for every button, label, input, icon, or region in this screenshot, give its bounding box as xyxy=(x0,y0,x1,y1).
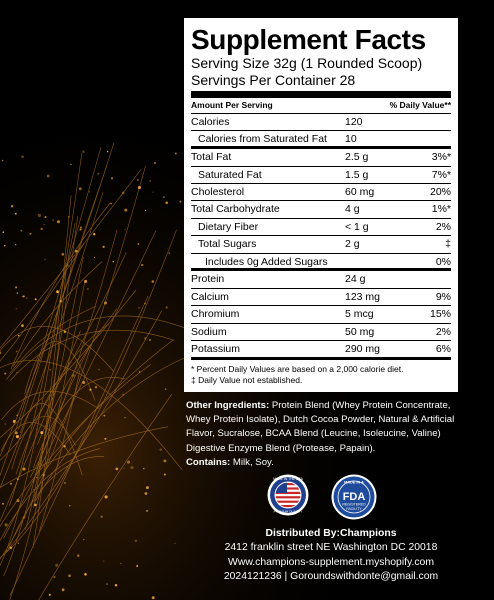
spark-dot xyxy=(145,210,146,211)
spark-dot xyxy=(144,337,146,339)
fda-badge-main-text: FDA xyxy=(342,491,366,503)
nutrient-row xyxy=(191,201,451,218)
spark-dot xyxy=(29,233,31,235)
spark-dot xyxy=(179,201,181,203)
spark-dot xyxy=(82,151,84,153)
spark-dot xyxy=(23,295,25,297)
spark-dot xyxy=(111,177,113,179)
spark-dot xyxy=(104,302,107,305)
spark-dot xyxy=(143,468,145,470)
spark-dot xyxy=(146,486,149,489)
spark-dot xyxy=(15,244,16,245)
nutrient-name: Saturated Fat xyxy=(198,168,262,181)
spark-dot xyxy=(15,213,17,215)
spark-dot xyxy=(57,220,60,223)
spark-dot xyxy=(52,220,53,221)
spark-dot xyxy=(84,280,87,283)
nutrient-daily-value: 15% xyxy=(429,308,451,321)
spark-dot xyxy=(15,431,18,434)
spark-dot xyxy=(16,435,19,438)
nutrient-name: Protein xyxy=(191,273,225,286)
serving-size: Serving Size 32g (1 Rounded Scoop) xyxy=(191,55,423,71)
spark-dot xyxy=(79,228,81,230)
spark-dot xyxy=(64,482,66,484)
nutrient-row xyxy=(191,289,451,306)
nutrient-row xyxy=(191,254,451,272)
spark-dot xyxy=(15,286,17,288)
spark-dot xyxy=(43,224,44,225)
spark-dot xyxy=(123,468,124,469)
spark-dot xyxy=(107,151,109,153)
spark-dot xyxy=(163,196,165,198)
spark-dot xyxy=(56,290,59,293)
nutrient-name: Sodium xyxy=(191,325,227,338)
spark-dot xyxy=(103,561,104,562)
spark-dot xyxy=(17,292,19,294)
nutrient-amount: 24 g xyxy=(345,273,366,286)
spark-dot xyxy=(47,175,50,178)
spark-dot xyxy=(144,303,146,305)
nutrient-name: Calories from Saturated Fat xyxy=(198,133,327,146)
nutrient-amount: 123 mg xyxy=(345,290,381,303)
spark-dot xyxy=(98,369,100,371)
nutrient-daily-value: 1%* xyxy=(431,203,451,216)
spark-dot xyxy=(79,187,82,190)
nutrient-amount: 1.5 g xyxy=(345,168,369,181)
usa-badge-top-text: MADE IN THE USA xyxy=(273,477,303,482)
spark-dot xyxy=(70,164,71,165)
ingredients-block xyxy=(186,399,466,470)
spark-dot xyxy=(105,495,108,498)
spark-dot xyxy=(63,445,65,447)
spark-dot xyxy=(93,233,95,235)
spark-dot xyxy=(61,253,64,256)
footnote-daily-value: * Percent Daily Values are based on a 2,000 calorie diet. xyxy=(191,364,404,375)
spark-dot xyxy=(97,173,99,175)
nutrient-name: Potassium xyxy=(191,342,241,355)
spark-dot xyxy=(43,474,45,476)
spark-dot xyxy=(124,417,125,418)
spark-dot xyxy=(18,542,20,544)
spark-dot xyxy=(102,246,104,248)
spark-dot xyxy=(64,330,66,332)
spark-dot xyxy=(152,596,155,599)
spark-dot xyxy=(124,209,127,212)
spark-dot xyxy=(77,554,79,556)
spark-dot xyxy=(36,428,37,429)
spark-dot xyxy=(22,296,23,297)
spark-dot xyxy=(40,228,42,230)
servings-per-container: Servings Per Container 28 xyxy=(191,72,356,88)
spark-dot xyxy=(60,300,62,302)
spark-dot xyxy=(17,478,19,480)
spark-dot xyxy=(127,461,130,464)
spark-dot xyxy=(53,576,55,578)
spark-dot xyxy=(125,229,126,230)
spark-dot xyxy=(33,489,34,490)
nutrient-amount: 2.5 g xyxy=(345,151,369,164)
spark-dot xyxy=(89,191,90,192)
spark-dot xyxy=(20,230,22,232)
nutrient-daily-value: 0% xyxy=(435,255,451,268)
nutrient-row xyxy=(191,131,451,149)
spark-dot xyxy=(68,216,70,218)
nutrient-daily-value: 20% xyxy=(429,185,451,198)
nutrient-daily-value xyxy=(411,114,451,130)
spark-dot xyxy=(166,306,168,308)
nutrient-row xyxy=(191,114,451,131)
spark-dot xyxy=(83,539,84,540)
spark-dot xyxy=(146,510,148,512)
spark-dot xyxy=(40,431,43,434)
nutrient-name: Dietary Fiber xyxy=(198,220,259,233)
nutrient-amount: 290 mg xyxy=(345,342,381,355)
spark-dot xyxy=(4,245,6,247)
nutrient-row xyxy=(191,219,451,236)
footnote-not-established: ‡ Daily Value not established. xyxy=(191,375,303,386)
fda-badge-registered-text: REGISTERED xyxy=(342,502,366,507)
spark-dot xyxy=(11,205,13,207)
spark-dot xyxy=(122,192,125,195)
spark-dot xyxy=(130,466,133,469)
spark-dot xyxy=(141,264,143,266)
nutrient-name: Total Fat xyxy=(191,151,232,164)
nutrient-daily-value: 9% xyxy=(435,290,451,303)
spark-dot xyxy=(16,372,17,373)
nutrient-name: Cholesterol xyxy=(191,185,245,198)
other-ingredients-label: Other Ingredients: xyxy=(186,400,270,411)
spark-dot xyxy=(38,214,41,217)
usa-badge-bottom-text: PREMIUM QUALITY xyxy=(273,509,303,514)
nutrient-daily-value: 6% xyxy=(435,342,451,355)
spark-dot xyxy=(138,307,140,309)
spark-dot xyxy=(72,374,74,376)
spark-dot xyxy=(75,250,78,253)
nutrient-daily-value xyxy=(411,271,451,287)
other-ingredients-text: Protein Blend (Whey Protein Concentrate, Whey Protein Isolate), Dutch Cocoa Powder, Natural & Artificial Flavor, Sucralose, BCAA Blend (Leucine, Isoleucine, Valine) Digestive Enzyme Blend (Protease, Papain). xyxy=(186,400,455,454)
nutrient-table xyxy=(191,114,451,360)
spark-dot xyxy=(69,505,70,506)
spark-dot xyxy=(104,438,106,440)
nutrient-row xyxy=(191,324,451,341)
spark-dot xyxy=(13,420,16,423)
spark-dot xyxy=(44,216,46,218)
nutrient-name: Chromium xyxy=(191,308,240,321)
spark-dot xyxy=(16,350,18,352)
nutrient-amount: 60 mg xyxy=(345,185,375,198)
nutrient-row xyxy=(191,341,451,360)
nutrient-amount: 120 xyxy=(345,116,363,128)
facts-title: Supplement Facts xyxy=(191,24,426,55)
spark-dot xyxy=(87,288,89,290)
spark-dot xyxy=(21,155,24,158)
spark-dot xyxy=(18,335,20,337)
spark-dot xyxy=(95,386,97,388)
spark-dot xyxy=(16,499,19,502)
spark-dot xyxy=(21,324,24,327)
spark-dot xyxy=(62,588,65,591)
spark-dot xyxy=(175,153,177,155)
nutrient-amount: 5 mcg xyxy=(345,308,374,321)
spark-dot xyxy=(82,381,85,384)
spark-dot xyxy=(164,474,166,476)
spark-dot xyxy=(34,504,37,507)
nutrient-daily-value: 2% xyxy=(435,220,451,233)
divider-thick xyxy=(191,91,451,98)
nutrient-name: Total Sugars xyxy=(198,238,257,251)
spark-dot xyxy=(49,594,51,596)
distributor-heading: Distributed By:Champions xyxy=(265,528,397,539)
spark-dot xyxy=(159,448,162,451)
spark-dot xyxy=(16,308,17,309)
spark-dot xyxy=(16,414,18,416)
nutrient-row xyxy=(191,184,451,201)
spark-dot xyxy=(2,231,4,233)
spark-dot xyxy=(2,160,4,162)
spark-dot xyxy=(115,584,117,586)
spark-dot xyxy=(165,202,168,205)
nutrient-amount: 10 xyxy=(345,133,357,146)
spark-dot xyxy=(4,373,6,375)
spark-dot xyxy=(45,259,46,260)
spark-dot xyxy=(106,583,108,585)
nutrient-row xyxy=(191,236,451,253)
fda-badge-facility-text: FACILITY xyxy=(346,507,362,511)
daily-value-label: % Daily Value** xyxy=(389,100,451,110)
spark-dot xyxy=(152,280,155,283)
spark-dot xyxy=(110,203,112,205)
spark-dot xyxy=(49,369,51,371)
spark-dot xyxy=(103,415,105,417)
spark-dot xyxy=(35,298,37,300)
nutrient-row xyxy=(191,306,451,323)
distributor-contact: 2024121236 | Goroundswithdonte@gmail.com xyxy=(223,570,439,582)
contains-text: Milk, Soy. xyxy=(230,456,274,468)
nutrient-daily-value: 2% xyxy=(435,325,451,338)
spark-dot xyxy=(4,423,5,424)
spark-dot xyxy=(149,339,151,341)
nutrient-daily-value xyxy=(411,131,451,146)
spark-dot xyxy=(145,492,148,495)
spark-dot xyxy=(113,261,115,263)
amount-per-serving-label: Amount Per Serving xyxy=(191,100,273,110)
nutrient-daily-value: 3%* xyxy=(431,151,451,164)
spark-dot xyxy=(36,477,37,478)
spark-dot xyxy=(22,467,25,470)
spark-dot xyxy=(152,192,153,193)
spark-dot xyxy=(165,388,167,390)
nutrient-amount xyxy=(345,254,411,269)
spark-dot xyxy=(55,564,58,567)
spark-dot xyxy=(136,565,138,567)
spark-dot xyxy=(169,252,171,254)
spark-dot xyxy=(139,371,141,373)
spark-dot xyxy=(10,483,12,485)
nutrient-row xyxy=(191,167,451,184)
spark-dot xyxy=(174,543,175,544)
contains-label: Contains: xyxy=(186,456,231,468)
spark-dot xyxy=(154,162,156,164)
spark-dot xyxy=(26,297,27,298)
nutrient-amount: < 1 g xyxy=(345,220,369,233)
spark-dot xyxy=(84,573,87,576)
nutrient-name: Calcium xyxy=(191,290,229,303)
nutrient-name: Calories xyxy=(191,116,230,128)
supplement-facts-panel xyxy=(184,18,458,392)
spark-dot xyxy=(10,546,13,549)
distributor-website: Www.champions-supplement.myshopify.com xyxy=(228,556,434,568)
spark-dot xyxy=(138,186,141,189)
nutrient-amount: 50 mg xyxy=(345,325,375,338)
spark-dot xyxy=(115,468,118,471)
distributor-block xyxy=(186,527,476,584)
spark-dot xyxy=(80,226,82,228)
spark-dot xyxy=(163,459,166,462)
spark-dot xyxy=(101,516,103,518)
spark-dot xyxy=(23,516,25,518)
spark-dot xyxy=(94,257,95,258)
nutrient-daily-value: ‡ xyxy=(445,238,451,251)
nutrient-amount: 2 g xyxy=(345,238,360,251)
spark-dot xyxy=(135,540,137,542)
spark-dot xyxy=(68,574,71,577)
nutrient-row xyxy=(191,149,451,166)
fda-badge-top-text: MADE IN A xyxy=(344,480,364,485)
spark-dot xyxy=(137,179,139,181)
nutrient-row xyxy=(191,271,451,288)
spark-dot xyxy=(5,523,8,526)
spark-dot xyxy=(120,563,121,564)
spark-dot xyxy=(2,503,4,505)
amount-header-row xyxy=(191,98,451,114)
nutrient-name: Includes 0g Added Sugars xyxy=(205,255,328,268)
nutrient-daily-value: 7%* xyxy=(431,168,451,181)
spark-dot xyxy=(89,389,91,391)
nutrient-name: Total Carbohydrate xyxy=(191,203,280,216)
spark-dot xyxy=(67,264,69,266)
spark-dot xyxy=(138,243,140,245)
spark-dot xyxy=(122,394,124,396)
distributor-address: 2412 franklin street NE Washington DC 20018 xyxy=(224,542,438,554)
spark-dot xyxy=(149,180,151,182)
made-in-usa-badge-icon xyxy=(267,474,309,516)
fda-registered-badge-icon xyxy=(331,474,377,520)
nutrient-amount: 4 g xyxy=(345,203,360,216)
